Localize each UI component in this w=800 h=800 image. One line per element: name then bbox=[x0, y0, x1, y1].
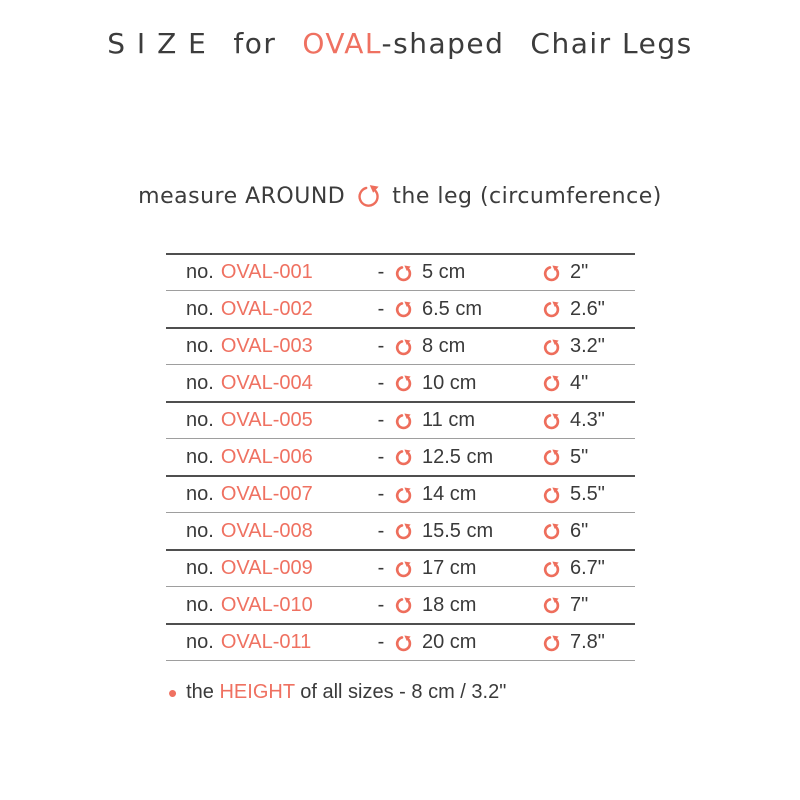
row-code: OVAL-002 bbox=[220, 297, 313, 320]
row-inch-value: 4" bbox=[570, 371, 589, 394]
row-inch-value: 2.6" bbox=[570, 297, 605, 320]
row-cm-value: 6.5 cm bbox=[422, 297, 483, 320]
row-inch-value: 2" bbox=[570, 261, 589, 283]
row-no-label: no. bbox=[186, 445, 214, 468]
note-accent-height: HEIGHT bbox=[219, 681, 295, 703]
row-inch-value: 6.7" bbox=[570, 557, 605, 579]
row-code: OVAL-007 bbox=[220, 483, 313, 505]
table-row bbox=[166, 253, 635, 290]
rotate-ccw-icon bbox=[394, 264, 413, 283]
rotate-ccw-icon bbox=[542, 338, 561, 357]
row-cm-value: 18 cm bbox=[422, 593, 477, 616]
table-row bbox=[166, 401, 635, 438]
rotate-ccw-icon bbox=[542, 634, 561, 653]
row-code: OVAL-005 bbox=[220, 409, 313, 431]
row-code: OVAL-006 bbox=[220, 445, 313, 468]
row-cm-value: 20 cm bbox=[422, 631, 477, 653]
row-no-label: no. bbox=[186, 409, 214, 431]
row-code: OVAL-003 bbox=[220, 335, 313, 357]
row-inch-value: 5" bbox=[570, 445, 589, 468]
table-row bbox=[166, 623, 635, 660]
height-note bbox=[168, 677, 507, 708]
rotate-ccw-icon bbox=[394, 448, 413, 467]
row-cm-value: 17 cm bbox=[422, 557, 477, 579]
rotate-ccw-icon bbox=[394, 486, 413, 505]
row-no-label: no. bbox=[186, 593, 214, 616]
note-before: the bbox=[186, 681, 214, 703]
table-row bbox=[166, 512, 635, 549]
title-tail: Chair Legs bbox=[530, 27, 693, 60]
rotate-ccw-icon bbox=[542, 522, 561, 541]
table-row bbox=[166, 549, 635, 586]
rotate-ccw-icon bbox=[542, 374, 561, 393]
row-no-label: no. bbox=[186, 297, 214, 320]
row-inch-value: 5.5" bbox=[570, 483, 605, 505]
row-inch-value: 3.2" bbox=[570, 335, 605, 357]
row-cm-value: 5 cm bbox=[422, 261, 466, 283]
row-separator: - bbox=[377, 445, 385, 468]
rotate-ccw-icon bbox=[542, 448, 561, 467]
rotate-ccw-icon bbox=[394, 374, 413, 393]
row-separator: - bbox=[377, 371, 385, 394]
table-row bbox=[166, 364, 635, 401]
row-no-label: no. bbox=[186, 371, 214, 394]
row-inch-value: 4.3" bbox=[570, 409, 605, 431]
rotate-ccw-icon bbox=[394, 634, 413, 653]
row-code: OVAL-010 bbox=[220, 593, 313, 616]
row-code: OVAL-004 bbox=[220, 371, 313, 394]
rotate-ccw-icon bbox=[394, 560, 413, 579]
table-row bbox=[166, 290, 635, 327]
row-code: OVAL-011 bbox=[220, 631, 312, 653]
row-code: OVAL-008 bbox=[220, 519, 313, 542]
row-inch-value: 7.8" bbox=[570, 631, 605, 653]
title-accent-oval: OVAL bbox=[302, 27, 382, 60]
row-separator: - bbox=[377, 593, 385, 616]
row-cm-value: 14 cm bbox=[422, 483, 477, 505]
row-cm-value: 10 cm bbox=[422, 371, 477, 394]
title-for-word: for bbox=[233, 27, 277, 60]
row-inch-value: 7" bbox=[570, 593, 589, 616]
table-row bbox=[166, 586, 635, 623]
row-code: OVAL-001 bbox=[220, 261, 313, 283]
table-row bbox=[166, 475, 635, 512]
row-no-label: no. bbox=[186, 519, 214, 542]
page-title bbox=[0, 27, 800, 60]
rotate-ccw-icon bbox=[542, 300, 561, 319]
rotate-ccw-icon bbox=[542, 412, 561, 431]
row-no-label: no. bbox=[186, 483, 214, 505]
rotate-ccw-icon bbox=[542, 264, 561, 283]
row-cm-value: 11 cm bbox=[422, 409, 475, 431]
row-no-label: no. bbox=[186, 335, 214, 357]
rotate-ccw-icon bbox=[542, 486, 561, 505]
size-table bbox=[166, 253, 635, 661]
row-code: OVAL-009 bbox=[220, 557, 313, 579]
title-shaped-suffix: -shaped bbox=[381, 27, 505, 60]
row-separator: - bbox=[377, 335, 385, 357]
height-note-text bbox=[186, 681, 506, 704]
rotate-ccw-icon bbox=[394, 412, 413, 431]
row-cm-value: 15.5 cm bbox=[422, 519, 494, 542]
rotate-ccw-icon bbox=[394, 522, 413, 541]
note-after: of all sizes - 8 cm / 3.2" bbox=[300, 681, 507, 703]
subtitle-before-icon: measure AROUND bbox=[138, 184, 346, 209]
rotate-ccw-icon bbox=[394, 596, 413, 615]
measure-instruction bbox=[0, 183, 800, 210]
rotate-ccw-icon bbox=[542, 596, 561, 615]
table-row bbox=[166, 327, 635, 364]
bullet-icon: • bbox=[168, 677, 178, 708]
row-separator: - bbox=[377, 297, 385, 320]
table-row bbox=[166, 438, 635, 475]
subtitle-after-icon: the leg (circumference) bbox=[392, 184, 662, 209]
row-separator: - bbox=[377, 631, 385, 653]
rotate-ccw-icon bbox=[394, 338, 413, 357]
row-separator: - bbox=[377, 557, 385, 579]
row-separator: - bbox=[377, 409, 385, 431]
row-no-label: no. bbox=[186, 557, 214, 579]
row-separator: - bbox=[377, 483, 385, 505]
title-size-word: S I Z E bbox=[107, 27, 208, 60]
rotate-ccw-icon bbox=[394, 300, 413, 319]
row-separator: - bbox=[377, 261, 385, 283]
row-no-label: no. bbox=[186, 631, 214, 653]
row-inch-value: 6" bbox=[570, 519, 589, 542]
row-cm-value: 8 cm bbox=[422, 335, 466, 357]
rotate-ccw-icon bbox=[355, 183, 382, 210]
rotate-ccw-icon bbox=[542, 560, 561, 579]
row-no-label: no. bbox=[186, 261, 214, 283]
row-cm-value: 12.5 cm bbox=[422, 445, 494, 468]
title-shape-word bbox=[302, 27, 504, 60]
row-separator: - bbox=[377, 519, 385, 542]
